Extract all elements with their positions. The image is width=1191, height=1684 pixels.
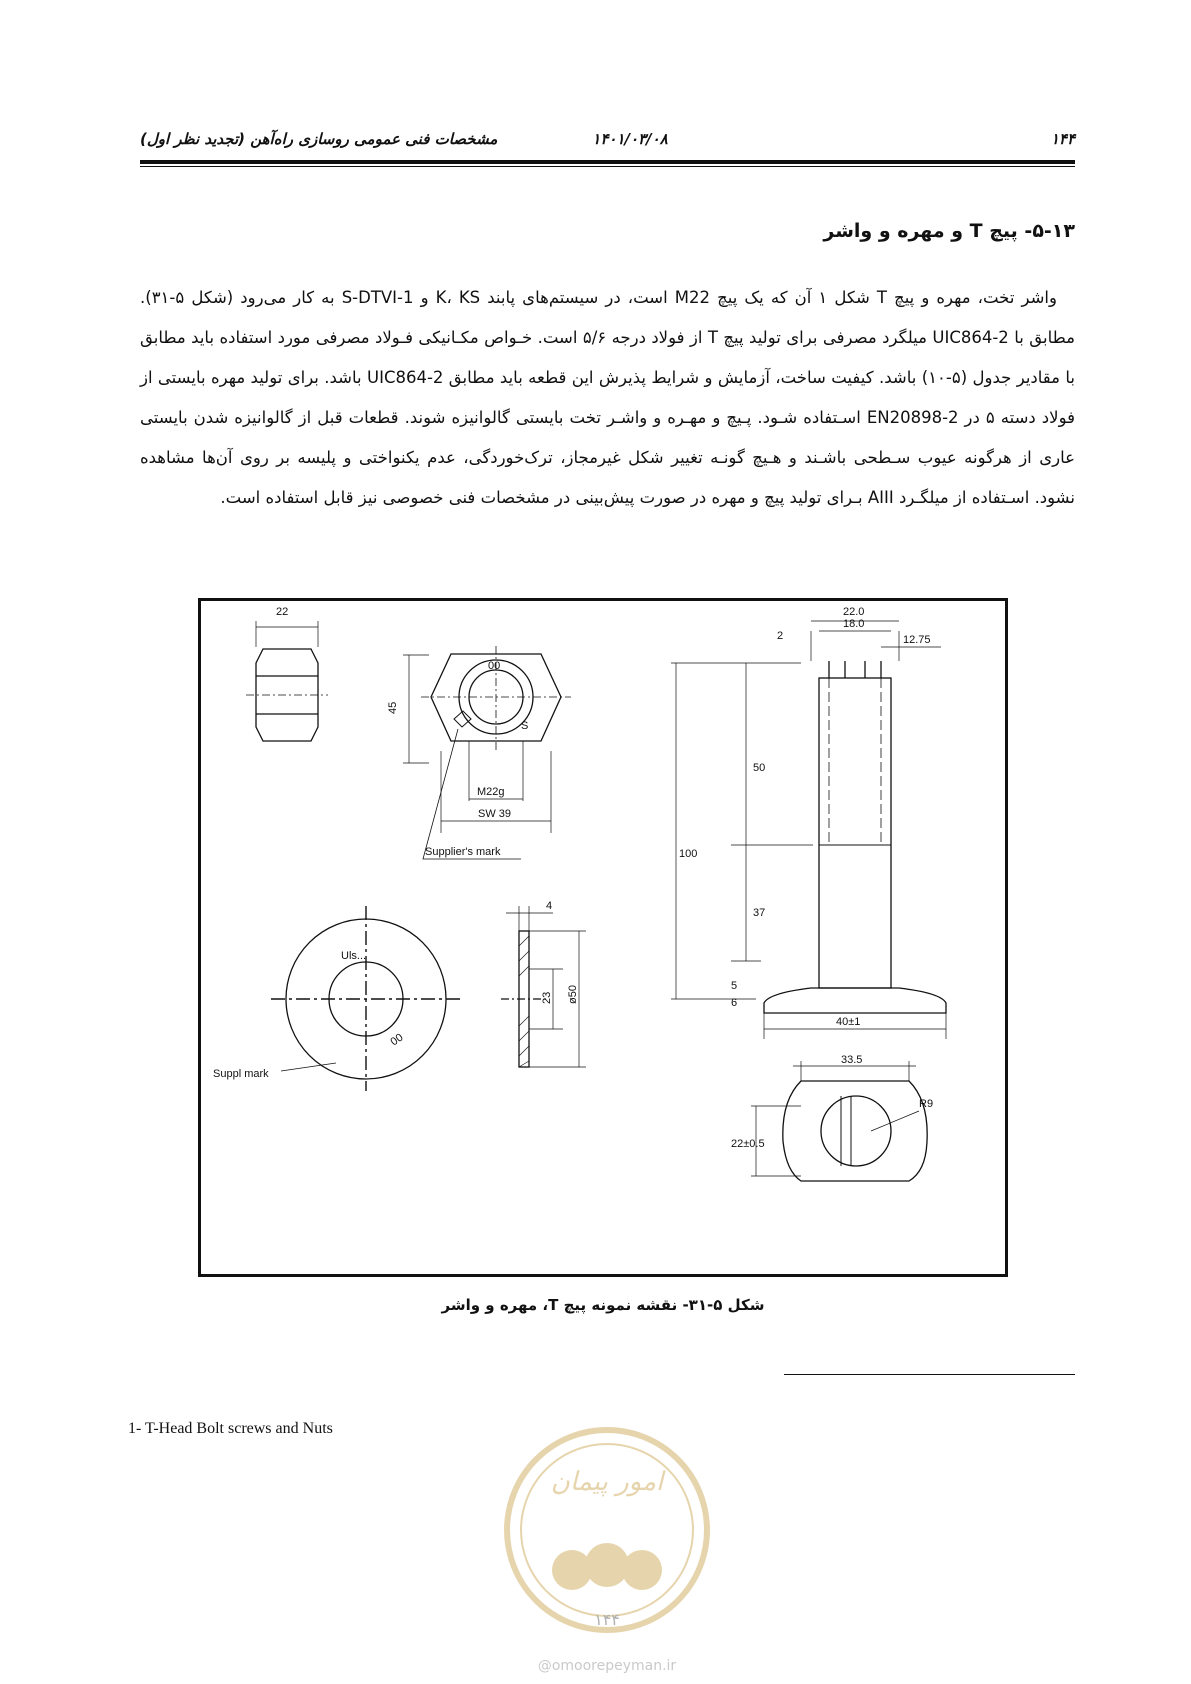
label-washer-thk: 4: [546, 900, 553, 912]
label-bolt-2: 2: [777, 630, 784, 642]
page-header: [140, 128, 1075, 152]
label-nut-45: 45: [387, 701, 399, 714]
label-bolt-18: 18.0: [843, 618, 865, 630]
body-paragraph-container: [140, 278, 1075, 518]
header-date: ۱۴۰۱/۰۳/۰۸: [592, 130, 668, 148]
label-bolt-100: 100: [679, 848, 698, 860]
label-bolt-5: 5: [731, 980, 738, 992]
label-washer-text: Uls...: [341, 950, 367, 962]
label-thread: M22g: [477, 786, 505, 798]
label-nut-width: 22: [276, 606, 289, 618]
label-bolt-22: 22.0: [843, 606, 865, 618]
watermark-seal: [492, 1420, 722, 1680]
label-supplier-mark: Supplier's mark: [425, 846, 501, 858]
technical-drawing-figure: [198, 598, 1008, 1277]
label-washer-00: 00: [388, 1031, 406, 1049]
label-nut-00: 00: [488, 660, 501, 672]
header-title: مشخصات فنی عمومی روسازی راه‌آهن (تجدید نظر اول): [140, 130, 498, 148]
figure-caption: شکل ۵-۳۱- نقشه نمونه پیچ T، مهره و واشر: [441, 1296, 765, 1314]
label-bolt-r9: R9: [919, 1098, 934, 1110]
label-bolt-37: 37: [753, 907, 766, 919]
label-bolt-6: 6: [731, 997, 738, 1009]
label-bolt-22b: 22±0.5: [731, 1138, 765, 1150]
label-sw: SW 39: [478, 808, 512, 820]
label-washer-inner: 23: [541, 991, 553, 1004]
watermark-number: ۱۴۴: [594, 1610, 620, 1629]
watermark-brand: امور پیمان: [550, 1467, 664, 1497]
label-bolt-1275: 12.75: [903, 634, 931, 646]
t-bolt-shank: [819, 678, 891, 988]
label-bolt-50: 50: [753, 762, 766, 774]
section-title: ۵-۱۳- پیچ T و مهره و واشر: [823, 220, 1075, 242]
footnote: 1- T-Head Bolt screws and Nuts: [128, 1420, 333, 1437]
label-bolt-335: 33.5: [841, 1054, 863, 1066]
body-paragraph: واشر تخت، مهره و پیچ T شکل ۱ آن که یک پیچ M22 است، در سیستم‌های پابند K، KS و S-DTVI-1 به کار می‌رود (شکل ۵-۳۱). مطابق با UIC864-2 میلگرد مصرفی برای تولید پیچ T از فولاد درجه ۵/۶ است. خـواص مکـانیکی فـولاد مصرفی مورد استفاده باید مطابق با مقادیر جدول (۵-۱۰) باشد. کیفیت ساخت، آزمایش و شرایط پذیرش این قطعه باید مطابق UIC864-2 باشد. برای تولید مهره بایستی از فولاد دسته ۵ در EN20898-2 اسـتفاده شـود. پـیچ و مهـره و واشـر تخت بایستی گالوانیزه شوند. قطعات قبل از گالوانیزه شدن بایستی عاری از هرگونه عیوب سـطحی باشـند و هـیچ گونـه تغییر شکل غیرمجاز، ترک‌خوردگی، عدم یکنواختی و پلیسه بر روی آن‌ها مشاهده نشود. اسـتفاده از میلگـرد AIII بـرای تولید پیچ و مهره در صورت پیش‌بینی در مشخصات فنی خصوصی نیز قابل استفاده است.: [140, 288, 1076, 507]
header-rule-thick: [140, 160, 1075, 164]
label-suppl-mark: Suppl mark: [213, 1068, 269, 1080]
label-bolt-40: 40±1: [836, 1016, 861, 1028]
bolt-nut-washer-drawing: [201, 601, 1005, 1274]
t-bolt-head: [764, 988, 946, 1013]
header-rule-thin: [140, 166, 1075, 167]
footnote-rule: [784, 1374, 1075, 1375]
page-number: ۱۴۴: [1050, 130, 1075, 148]
label-washer-outer: ø50: [567, 985, 579, 1004]
watermark-site: @omoorepeyman.ir: [537, 1658, 677, 1674]
label-nut-s: S: [521, 720, 529, 732]
